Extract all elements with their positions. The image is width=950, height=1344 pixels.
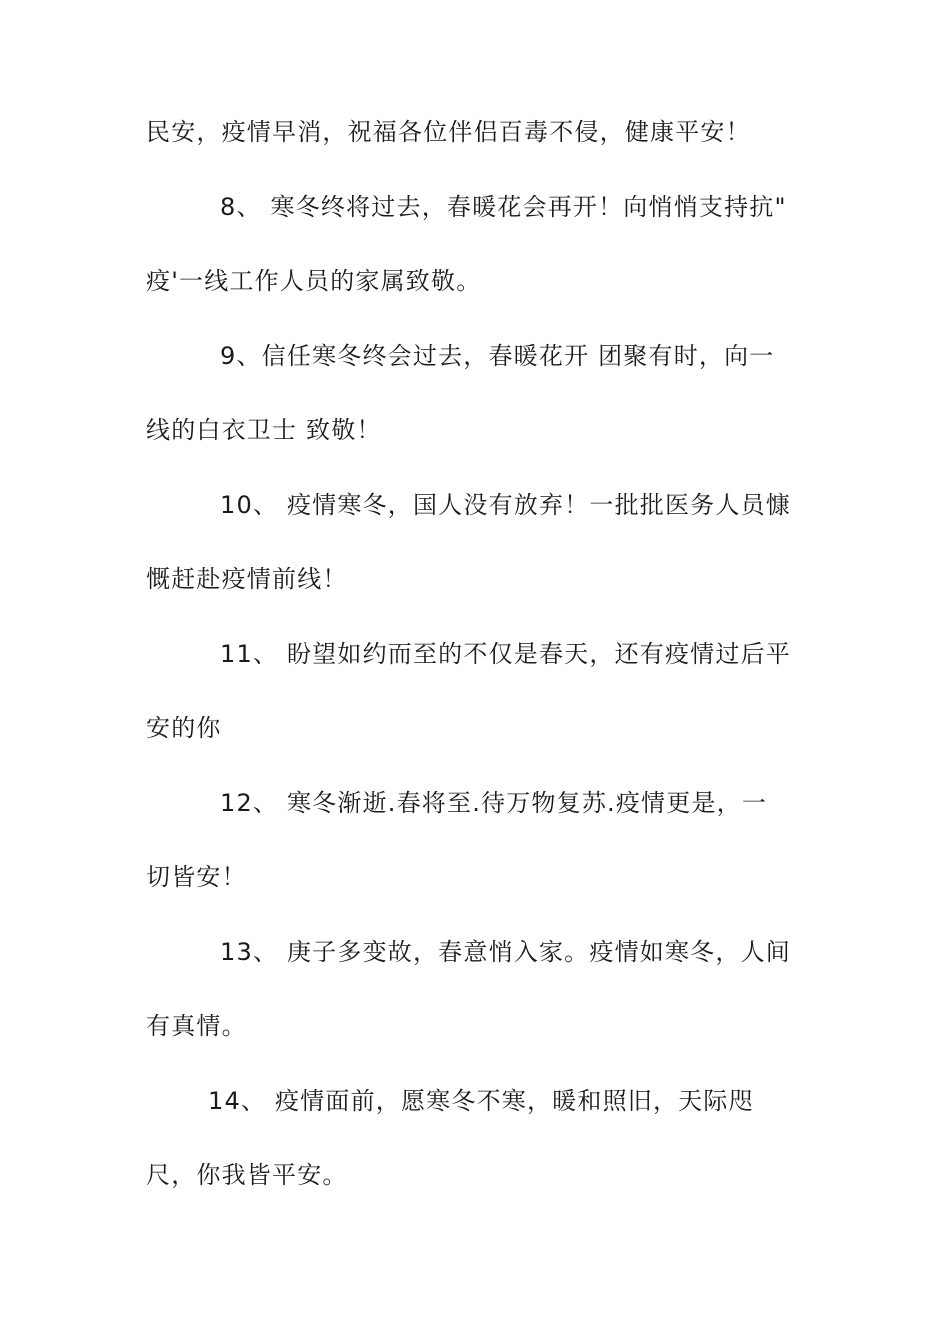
list-item-8-line-2: 疫'一线工作人员的家属致敬。 (146, 267, 482, 295)
list-item-13-line-1: 13、 庚子多变故，春意悄入家。疫情如寒冬，人间 (220, 938, 791, 966)
text-line: 民安，疫情早消，祝福各位伴侣百毒不侵，健康平安！ (146, 118, 751, 146)
list-item-12-line-2: 切皆安！ (146, 863, 247, 891)
list-item-13-line-2: 有真情。 (146, 1012, 247, 1040)
list-item-9-line-1: 9、信任寒冬终会过去，春暖花开 团聚有时，向一 (220, 342, 775, 370)
list-item-8-line-1: 8、 寒冬终将过去，春暖花会再开！向悄悄支持抗" (220, 193, 787, 221)
list-item-10-line-2: 慨赶赴疫情前线！ (146, 565, 348, 593)
list-item-10-line-1: 10、 疫情寒冬，国人没有放弃！一批批医务人员慷 (220, 491, 791, 519)
list-item-14-line-1: 14、 疫情面前，愿寒冬不寒，暖和照旧，天际咫 (208, 1087, 754, 1115)
list-item-11-line-2: 安的你 (146, 714, 222, 742)
list-item-9-line-2: 线的白衣卫士 致敬！ (146, 416, 382, 444)
list-item-14-line-2: 尺，你我皆平安。 (146, 1161, 348, 1189)
list-item-12-line-1: 12、 寒冬渐逝.春将至.待万物复苏.疫情更是，一 (220, 789, 768, 817)
list-item-11-line-1: 11、 盼望如约而至的不仅是春天，还有疫情过后平 (220, 640, 791, 668)
